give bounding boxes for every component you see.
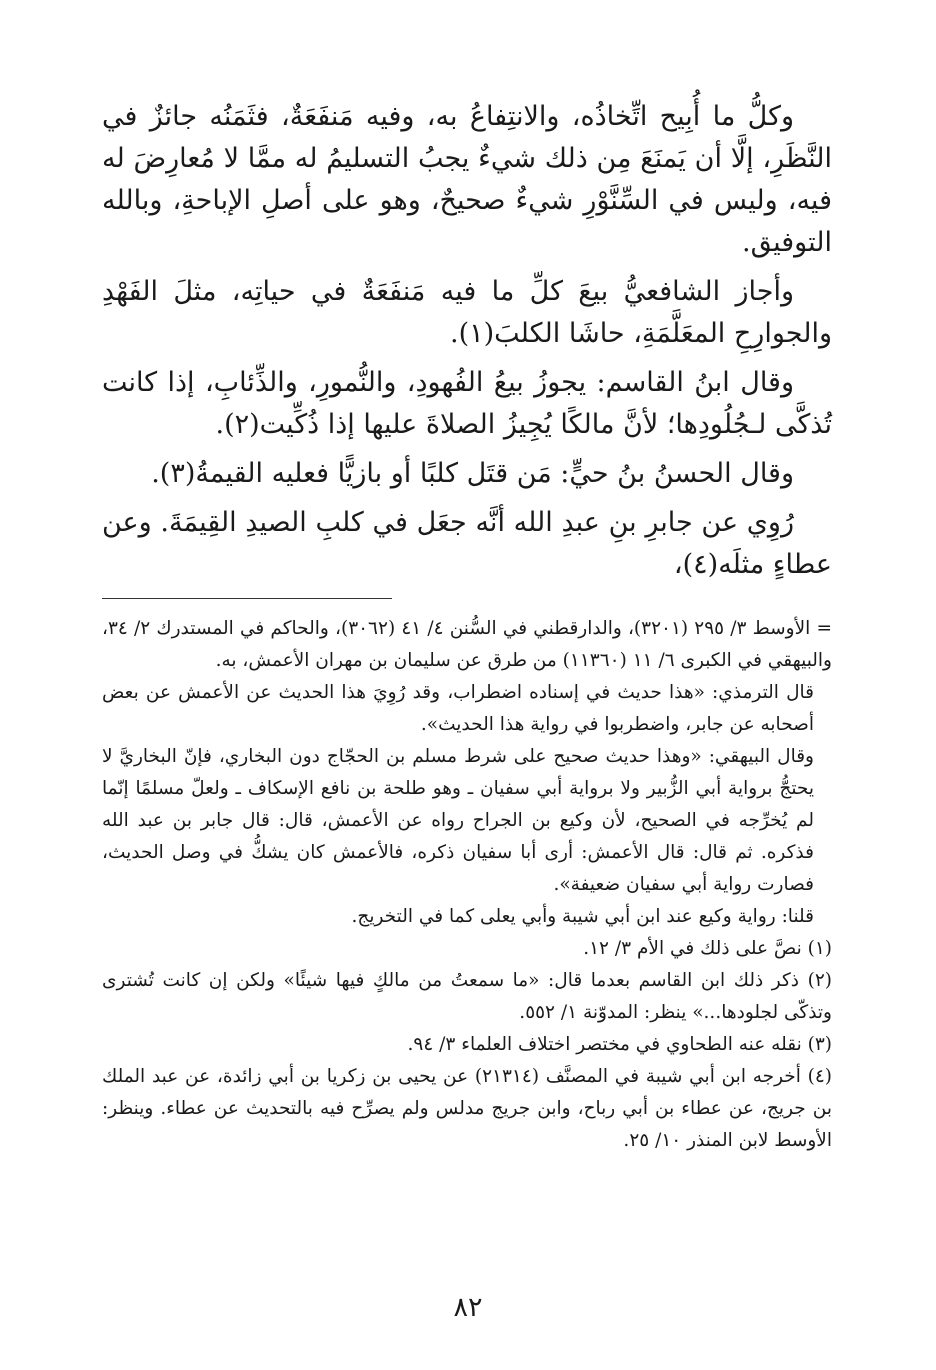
- footnote-2: (٢) ذكر ذلك ابن القاسم بعدما قال: «ما سمعتُ من مالكٍ فيها شيئًا» ولكن إن كانت تُشترى وتذكّى لجلودها...» ينظر: المدوّنة ١/ ٥٥٢.: [102, 970, 832, 1023]
- footnote-continued: وقال البيهقي: «وهذا حديث صحيح على شرط مسلم بن الحجّاج دون البخاري، فإنّ البخاريَّ لا يحتجُّ برواية أبي الزُّبير ولا برواية أبي سفيان ـ وهو طلحة بن نافع الإسكاف ـ ولعلّ مسلمًا إنّما لم يُخرِّجه في الصحيح، لأن وكيع بن الجراح رواه عن الأعمش، قال: قال جابر بن عبد الله فذكره. ثم قال: قال الأعمش: أرى أبا سفيان ذكره، فالأعمش كان يشكُّ في وصل الحديث، فصارت رواية أبي سفيان ضعيفة».: [102, 746, 814, 895]
- footnote-3: (٣) نقله عنه الطحاوي في مختصر اختلاف العلماء ٣/ ٩٤.: [407, 1034, 832, 1055]
- footnote-4: (٤) أخرجه ابن أبي شيبة في المصنَّف (٢١٣١٤) عن يحيى بن زكريا بن أبي زائدة، عن عبد الملك بن جريج، عن عطاء بن أبي رباح، وابن جريج مدلس ولم يصرِّح فيه بالتحديث عن عطاء. وينظر: الأوسط لابن المنذر ١٠/ ٢٥.: [102, 1066, 832, 1151]
- body-paragraph: وكلُّ ما أُبِيح اتِّخاذُه، والانتِفاعُ به، وفيه مَنفَعَةٌ، فثَمَنُه جائزٌ في النَّظَرِ، إلَّا أن يَمنَعَ مِن ذلك شيءٌ يجبُ التسليمُ له ممَّا لا مُعارِضَ له فيه، وليس في السِّنَّوْرِ شيءٌ صحيحٌ، وهو على أصلِ الإباحةِ، وبالله التوفيق.: [102, 101, 832, 258]
- footnote-1: (١) نصَّ على ذلك في الأم ٣/ ١٢.: [583, 938, 832, 959]
- footnote-continued: = الأوسط ٣/ ٢٩٥ (٣٢٠١)، والدارقطني في السُّنن ٤/ ٤١ (٣٠٦٢)، والحاكم في المستدرك ٢/ ٣٤، والبيهقي في الكبرى ٦/ ١١ (١١٣٦٠) من طرق عن سليمان بن مهران الأعمش، به.: [102, 618, 832, 671]
- body-paragraph: وقال ابنُ القاسم: يجوزُ بيعُ الفُهودِ، والنُّمورِ، والذِّئابِ، إذا كانت تُذكَّى لـجُلُودِها؛ لأنَّ مالكًا يُجِيزُ الصلاةَ عليها إذا ذُكِّيت(٢).: [102, 367, 832, 440]
- body-paragraph: رُوِي عن جابرِ بنِ عبدِ الله أنَّه جعَل في كلبِ الصيدِ القِيمَةَ. وعن عطاءٍ مثلَه(٤)،: [102, 507, 832, 580]
- page-number: ٨٢: [453, 1292, 483, 1323]
- body-paragraph: وقال الحسنُ بنُ حيٍّ: مَن قتَل كلبًا أو بازيًّا فعليه القيمةُ(٣).: [151, 458, 794, 489]
- footnotes: [102, 613, 832, 1157]
- body-paragraph: وأجاز الشافعيُّ بيعَ كلِّ ما فيه مَنفَعَةٌ في حياتِه، مثلَ الفَهْدِ والجوارِحِ المعَلَّمَةِ، حاشَا الكلبَ(١).: [102, 276, 832, 349]
- footnote-continued: قال الترمذي: «هذا حديث في إسناده اضطراب، وقد رُوِيَ هذا الحديث عن الأعمش عن بعض أصحابه عن جابر، واضطربوا في رواية هذا الحديث».: [102, 682, 814, 735]
- footnote-separator: [102, 598, 392, 599]
- footnote-continued: قلنا: رواية وكيع عند ابن أبي شيبة وأبي يعلى كما في التخريج.: [351, 906, 814, 927]
- main-text: [102, 96, 832, 586]
